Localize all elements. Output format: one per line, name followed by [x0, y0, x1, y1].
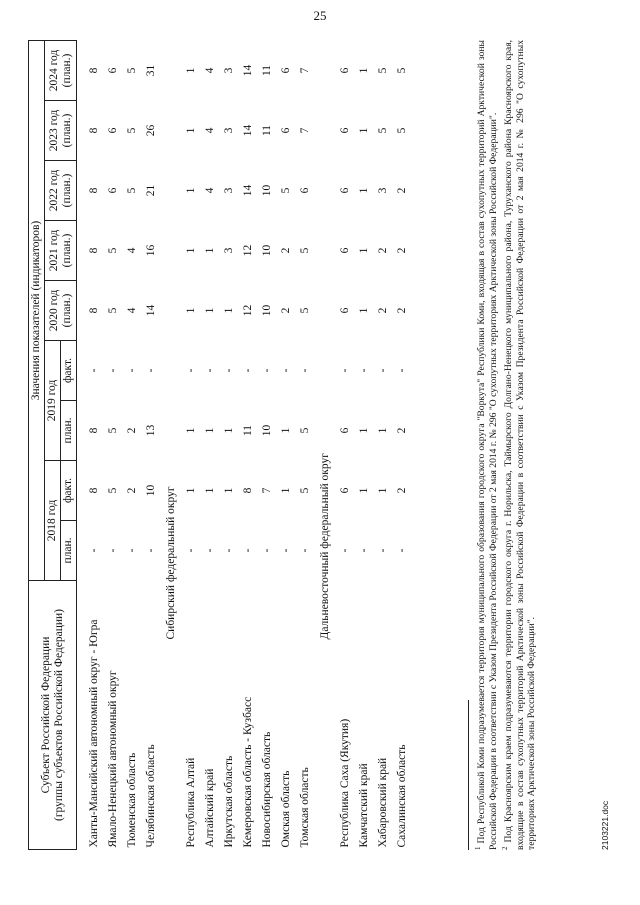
cell-2024: 31 [145, 64, 157, 77]
cell-2023: 11 [261, 124, 273, 137]
section-row-siberia [161, 41, 182, 850]
cell-2019-fact: - [261, 368, 273, 373]
cell-2022: 5 [126, 187, 138, 194]
row-subject-name: Тюменская область [126, 752, 138, 848]
cell-2018-plan: - [261, 548, 273, 553]
cell-2018-fact: 7 [261, 487, 273, 494]
cell-2018-plan: - [185, 548, 197, 553]
row-subject-name: Республика Саха (Якутия) [339, 718, 351, 848]
year-2022-header [45, 161, 77, 221]
year-2020-header [45, 281, 77, 341]
cell-2021: 2 [280, 247, 292, 254]
table-row [393, 41, 412, 850]
year-2023-plan-label: (план.) [60, 113, 73, 148]
row-subject-name: Омская область [280, 770, 292, 848]
table-row [142, 41, 161, 850]
table-body [77, 41, 413, 850]
cell-2018-fact: 5 [299, 487, 311, 494]
cell-2021: 16 [145, 244, 157, 257]
table-row [258, 41, 277, 850]
year-2021-label: 2021 год [47, 229, 60, 272]
year-2018-header: 2018 год [45, 461, 61, 581]
cell-2018-plan: - [299, 548, 311, 553]
cell-2022: 1 [185, 187, 197, 194]
row-subject-name: Ямало-Ненецкий автономный округ [107, 670, 119, 848]
cell-2018-plan: - [280, 548, 292, 553]
cell-2020: 1 [223, 307, 235, 314]
cell-2024: 5 [126, 67, 138, 74]
footnote-1 [473, 40, 499, 850]
cell-2019-plan: 1 [204, 427, 216, 434]
cell-2024: 11 [261, 64, 273, 77]
cell-2019-fact: - [88, 368, 100, 373]
row-subject-name: Челябинская область [145, 744, 157, 848]
cell-2024: 3 [223, 67, 235, 74]
cell-2018-plan: - [88, 548, 100, 553]
cell-2018-plan: - [358, 548, 370, 553]
footnote-1-mark: 1 [474, 846, 482, 850]
footnote-2-text: Под Красноярским краем подразумеваются территории городского округа г. Норильска, Таймырского Долгано-Ненецкого муниципального района, Туруханского района Красноярского края, входящие в состав сухопутных территорий Арктической зоны Российской Федерации в соответствии с Указом Президента Российской Федерации от 2 мая 2014 г. № 296 "О сухопутных территориях Арктической зоны Российской Федерации". [503, 39, 537, 850]
cell-2018-plan: - [126, 548, 138, 553]
footnotes [468, 40, 538, 850]
cell-2023: 8 [88, 127, 100, 134]
indicators-table-wrapper [28, 40, 412, 850]
cell-2018-fact: 1 [358, 487, 370, 494]
cell-2023: 6 [280, 127, 292, 134]
cell-2023: 14 [242, 124, 254, 137]
cell-2019-plan: 1 [377, 427, 389, 434]
y2018-plan-header: план. [61, 521, 77, 581]
cell-2023: 5 [126, 127, 138, 134]
cell-2023: 26 [145, 124, 157, 137]
cell-2020: 1 [358, 307, 370, 314]
cell-2021: 8 [88, 247, 100, 254]
cell-2021: 4 [126, 247, 138, 254]
table-row [239, 41, 258, 850]
subject-column-header [29, 581, 77, 850]
cell-2019-fact: - [126, 368, 138, 373]
year-2024-plan-label: (план.) [60, 53, 73, 88]
table-row [85, 41, 104, 850]
cell-2024: 6 [280, 67, 292, 74]
indicators-header: Значения показателей (индикаторов) [29, 41, 45, 581]
year-2023-label: 2023 год [47, 109, 60, 152]
cell-2021: 2 [377, 247, 389, 254]
cell-2019-plan: 2 [396, 427, 408, 434]
table-row [201, 41, 220, 850]
cell-2024: 6 [107, 67, 119, 74]
cell-2019-plan: 5 [299, 427, 311, 434]
table-header [29, 41, 77, 850]
row-subject-name: Республика Алтай [185, 757, 197, 848]
subject-header-line2: (группы субъектов Российской Федерации) [52, 608, 65, 822]
row-subject-name: Иркутская область [223, 755, 235, 848]
cell-2023: 1 [358, 127, 370, 134]
cell-2024: 7 [299, 67, 311, 74]
cell-2018-plan: - [204, 548, 216, 553]
y2019-fact-header: факт. [61, 341, 77, 401]
row-subject-name: Алтайский край [204, 768, 216, 848]
row-subject-name: Камчатский край [358, 763, 370, 848]
subject-header-line1: Субъект Российской Федерации [39, 636, 52, 794]
year-2023-header [45, 101, 77, 161]
cell-2018-fact: 1 [204, 487, 216, 494]
cell-2019-plan: 8 [88, 427, 100, 434]
cell-2021: 1 [358, 247, 370, 254]
cell-2020: 12 [242, 304, 254, 317]
cell-2023: 6 [339, 127, 351, 134]
cell-2020: 1 [204, 307, 216, 314]
cell-2023: 6 [107, 127, 119, 134]
table-row [277, 41, 296, 850]
cell-2018-fact: 8 [88, 487, 100, 494]
cell-2020: 2 [377, 307, 389, 314]
cell-2022: 4 [204, 187, 216, 194]
cell-2019-plan: 10 [261, 424, 273, 437]
cell-2022: 6 [339, 187, 351, 194]
cell-2021: 12 [242, 244, 254, 257]
cell-2019-fact: - [242, 368, 254, 373]
rotated-page-content [0, 20, 620, 880]
cell-2021: 5 [107, 247, 119, 254]
cell-2024: 5 [396, 67, 408, 74]
cell-2021: 1 [185, 247, 197, 254]
cell-2018-plan: - [339, 548, 351, 553]
cell-2019-fact: - [223, 368, 235, 373]
cell-2020: 10 [261, 304, 273, 317]
cell-2019-fact: - [280, 368, 292, 373]
cell-2022: 10 [261, 184, 273, 197]
cell-2023: 5 [396, 127, 408, 134]
cell-2019-plan: 5 [107, 427, 119, 434]
cell-2024: 14 [242, 64, 254, 77]
cell-2022: 2 [396, 187, 408, 194]
cell-2022: 8 [88, 187, 100, 194]
row-subject-name: Новосибирская область [261, 731, 273, 848]
cell-2020: 5 [107, 307, 119, 314]
cell-2019-fact: - [185, 368, 197, 373]
cell-2018-plan: - [242, 548, 254, 553]
cell-2019-fact: - [145, 368, 157, 373]
cell-2019-fact: - [396, 368, 408, 373]
cell-2019-plan: 6 [339, 427, 351, 434]
cell-2024: 6 [339, 67, 351, 74]
cell-2018-plan: - [145, 548, 157, 553]
cell-2019-plan: 11 [242, 424, 254, 437]
cell-2018-fact: 1 [377, 487, 389, 494]
cell-2021: 10 [261, 244, 273, 257]
cell-2018-fact: 2 [396, 487, 408, 494]
table-row [182, 41, 201, 850]
y2018-fact-header: факт. [61, 461, 77, 521]
cell-2023: 5 [377, 127, 389, 134]
document-code: 2103221.doc [600, 800, 610, 850]
cell-2018-fact: 10 [145, 484, 157, 497]
cell-2019-plan: 1 [223, 427, 235, 434]
footnote-1-text: Под Республикой Коми подразумевается территория муниципального образования городского округа "Воркута" Республики Коми, входящая в состав сухопутных территорий Арктической зоны Российской Федерации в соответствии с Указом Президента Российской Федерации от 2 мая 2014 г. № 296 "О сухопутных территориях Арктической зоны Российской Федерации". [476, 40, 499, 850]
cell-2020: 2 [396, 307, 408, 314]
cell-2018-fact: 6 [339, 487, 351, 494]
year-2021-header [45, 221, 77, 281]
cell-2021: 6 [339, 247, 351, 254]
cell-2022: 3 [223, 187, 235, 194]
cell-2023: 3 [223, 127, 235, 134]
year-2024-header [45, 41, 77, 101]
cell-2023: 1 [185, 127, 197, 134]
year-2022-label: 2022 год [47, 169, 60, 212]
cell-2020: 8 [88, 307, 100, 314]
cell-2022: 6 [107, 187, 119, 194]
year-2020-label: 2020 год [47, 289, 60, 332]
section-row-fareast [315, 41, 336, 850]
cell-2018-fact: 1 [223, 487, 235, 494]
row-subject-name: Сахалинская область [396, 744, 408, 848]
year-2019-header: 2019 год [45, 341, 61, 461]
cell-2018-plan: - [396, 548, 408, 553]
cell-2019-plan: 1 [358, 427, 370, 434]
cell-2020: 6 [339, 307, 351, 314]
cell-2022: 6 [299, 187, 311, 194]
footnote-2-mark: 2 [501, 846, 509, 850]
year-2021-plan-label: (план.) [60, 233, 73, 268]
cell-2022: 14 [242, 184, 254, 197]
cell-2024: 4 [204, 67, 216, 74]
cell-2018-fact: 8 [242, 487, 254, 494]
cell-2022: 1 [358, 187, 370, 194]
cell-2021: 5 [299, 247, 311, 254]
cell-2018-plan: - [107, 548, 119, 553]
cell-2019-plan: 1 [280, 427, 292, 434]
cell-2024: 5 [377, 67, 389, 74]
cell-2024: 8 [88, 67, 100, 74]
cell-2019-fact: - [358, 368, 370, 373]
cell-2018-plan: - [223, 548, 235, 553]
cell-2019-fact: - [339, 368, 351, 373]
row-subject-name: Томская область [299, 767, 311, 848]
cell-2018-plan: - [377, 548, 389, 553]
cell-2019-fact: - [299, 368, 311, 373]
cell-2019-fact: - [204, 368, 216, 373]
cell-2019-fact: - [377, 368, 389, 373]
cell-2020: 2 [280, 307, 292, 314]
cell-2020: 5 [299, 307, 311, 314]
cell-2020: 1 [185, 307, 197, 314]
cell-2019-fact: - [107, 368, 119, 373]
cell-2020: 4 [126, 307, 138, 314]
table-row [123, 41, 142, 850]
cell-2019-plan: 1 [185, 427, 197, 434]
table-row [104, 41, 123, 850]
cell-2021: 2 [396, 247, 408, 254]
cell-2018-fact: 1 [280, 487, 292, 494]
cell-2023: 4 [204, 127, 216, 134]
table-row [296, 41, 315, 850]
year-2024-label: 2024 год [47, 49, 60, 92]
cell-2021: 1 [204, 247, 216, 254]
table-row [374, 41, 393, 850]
cell-2022: 21 [145, 184, 157, 197]
cell-2019-plan: 2 [126, 427, 138, 434]
y2019-plan-header: план. [61, 401, 77, 461]
row-subject-name: Хабаровский край [377, 757, 389, 848]
year-2020-plan-label: (план.) [60, 293, 73, 328]
cell-2020: 14 [145, 304, 157, 317]
section-title-siberia: Сибирский федеральный округ [165, 486, 177, 640]
cell-2018-fact: 1 [185, 487, 197, 494]
cell-2023: 7 [299, 127, 311, 134]
table-row [355, 41, 374, 850]
cell-2018-fact: 5 [107, 487, 119, 494]
cell-2024: 1 [185, 67, 197, 74]
landscape-sheet [0, 20, 620, 880]
table-row [336, 41, 355, 850]
cell-2021: 3 [223, 247, 235, 254]
row-subject-name: Кемеровская область - Кузбасс [242, 696, 254, 848]
footnote-rule [468, 700, 469, 850]
cell-2018-fact: 2 [126, 487, 138, 494]
cell-2022: 5 [280, 187, 292, 194]
year-2022-plan-label: (план.) [60, 173, 73, 208]
row-subject-name: Ханты-Мансийский автономный округ - Югра [88, 619, 100, 848]
table-row [220, 41, 239, 850]
indicators-table [28, 40, 412, 850]
cell-2019-plan: 13 [145, 424, 157, 437]
footnote-list [473, 40, 537, 850]
footnote-2 [500, 40, 537, 850]
page-number: 25 [313, 8, 327, 23]
section-title-fareast: Дальневосточный федеральный округ [319, 453, 331, 640]
cell-2022: 3 [377, 187, 389, 194]
cell-2024: 1 [358, 67, 370, 74]
